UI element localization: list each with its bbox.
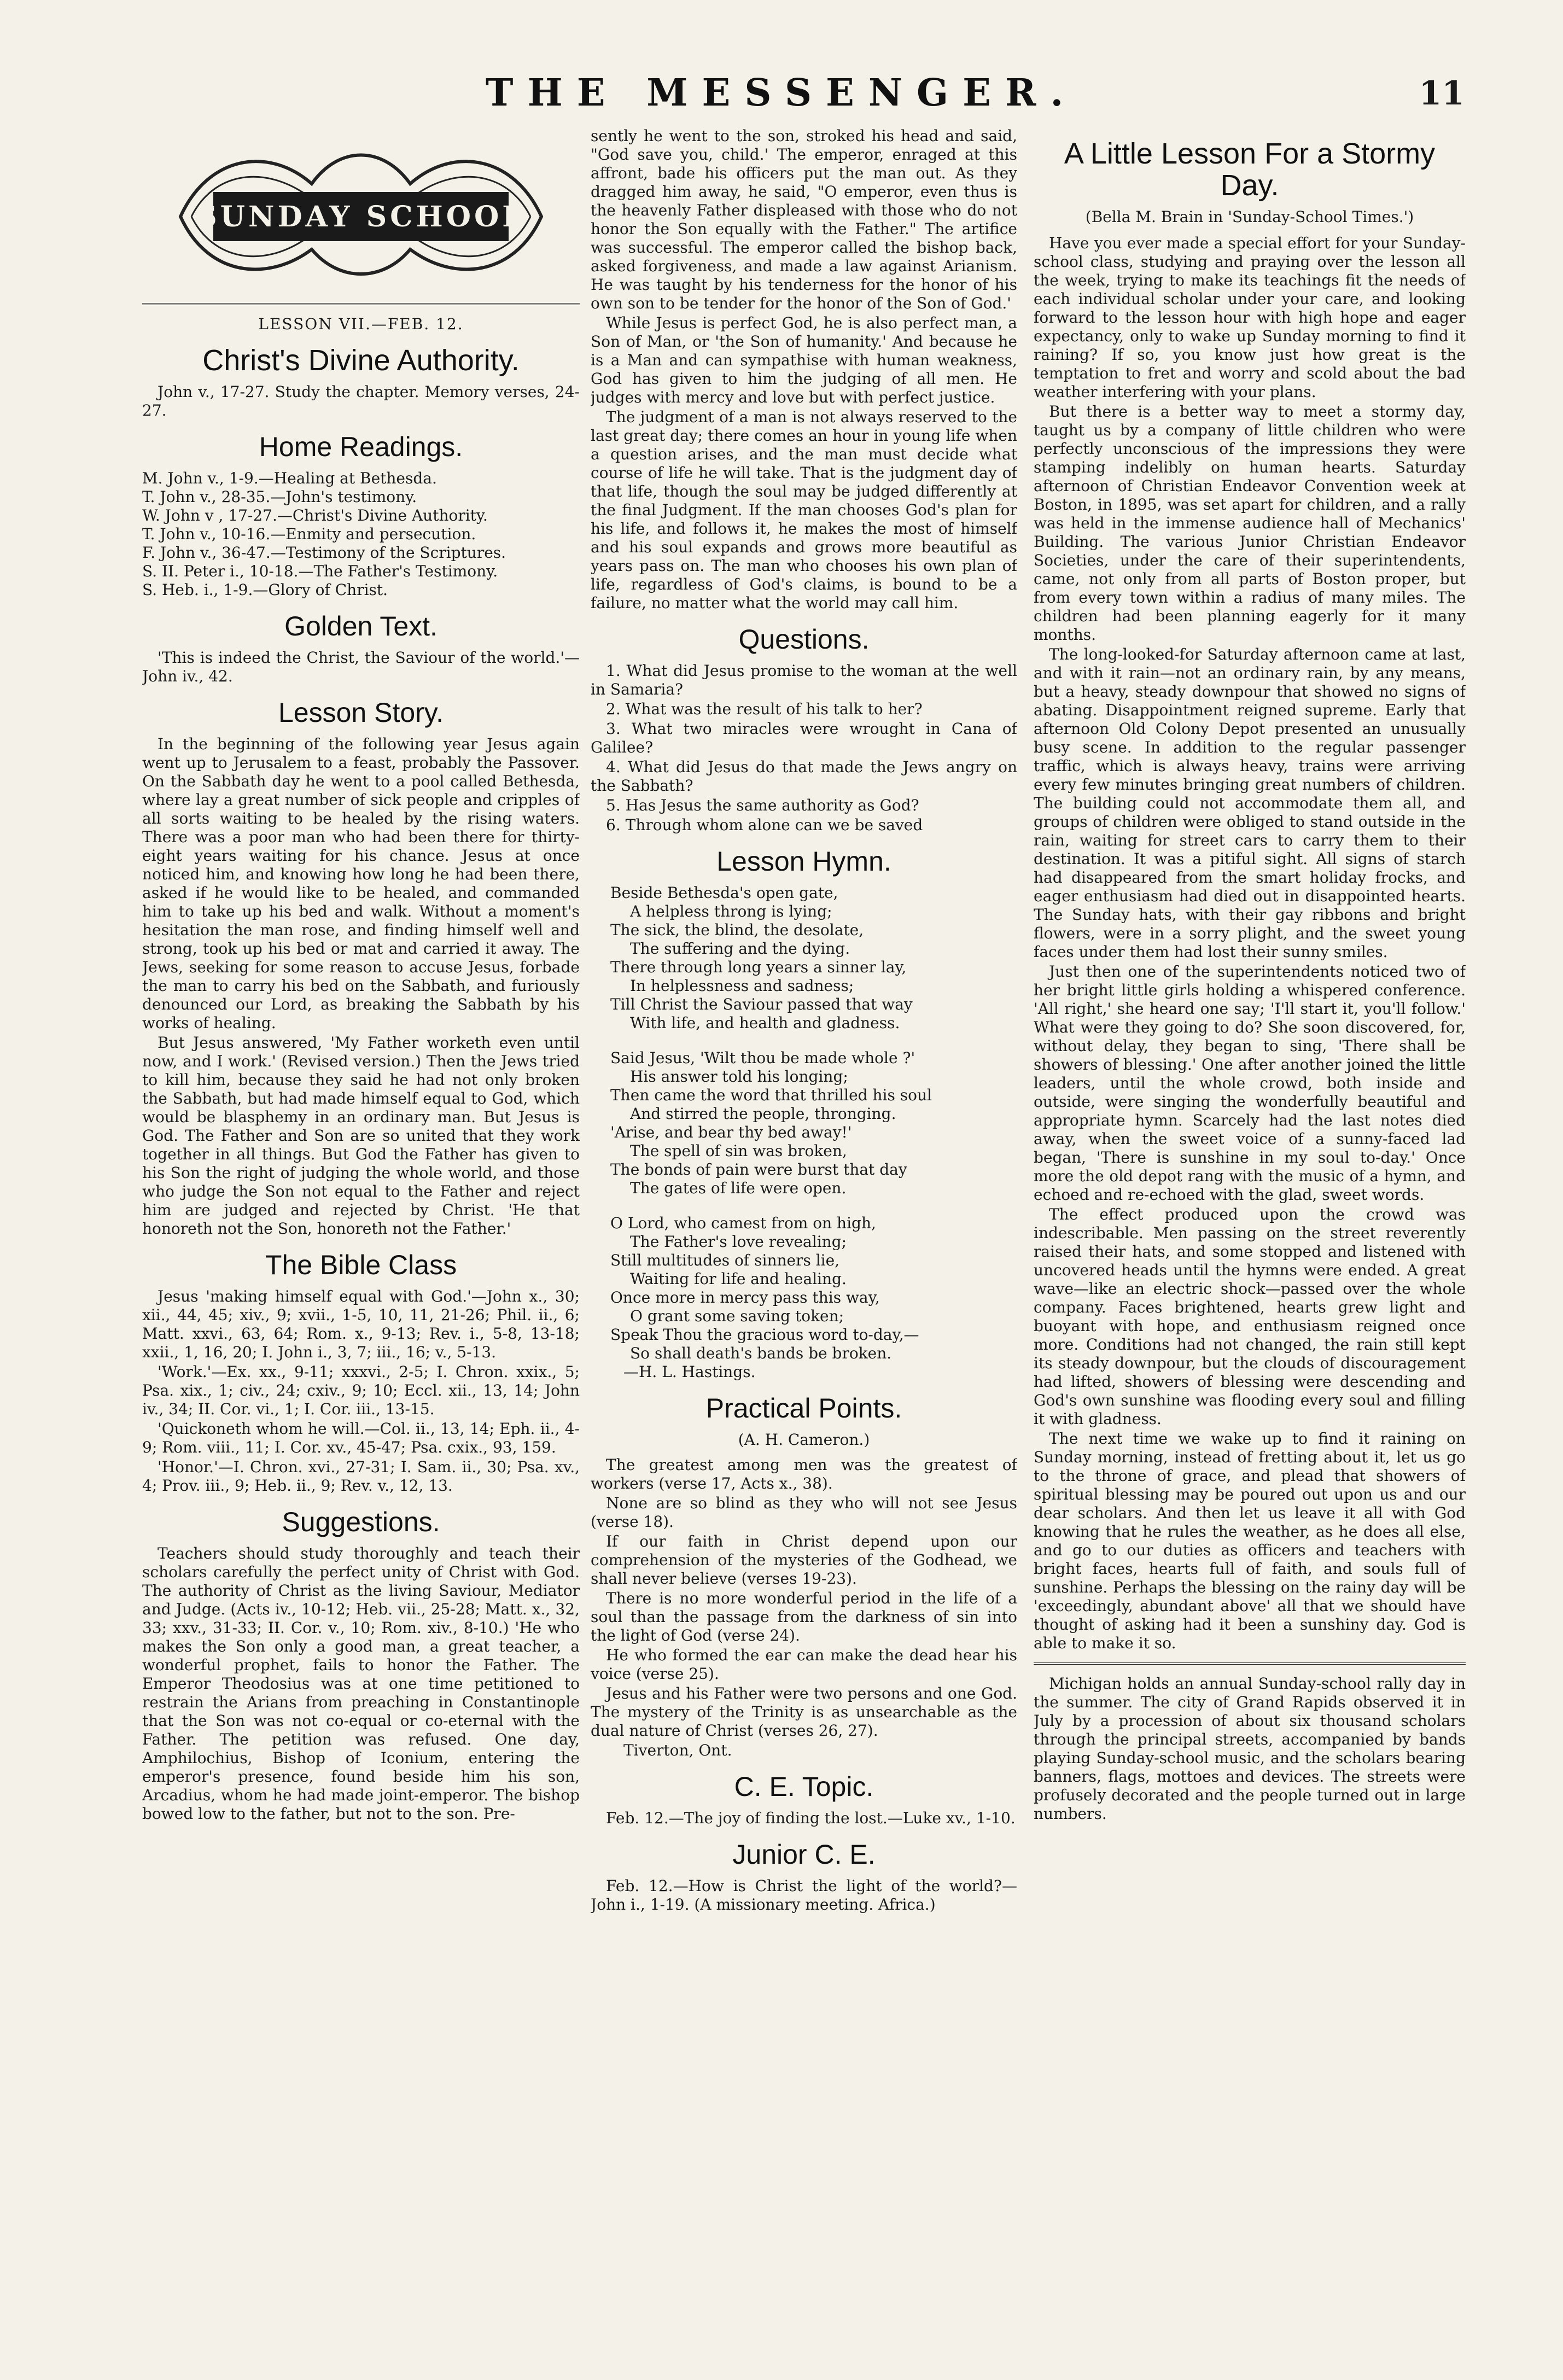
suggestions-paragraph: Teachers should study thoroughly and teach their scholars carefully the perfect unity of Christ with God. The authority of Christ as the living Saviour, Mediator and Judge. (Acts iv., 10-12; Heb. vii., 25-28; Matt. x., 32, 33; xxv., 31-33; II. Cor. v., 10; Rom. xiv., 8-10.) 'He who makes the Son only a good man, a great teacher, a wonderful prophet, fails to honor the Father. The Emperor Theodosius was at one time petitioned to restrain the Arians from preaching in Constantinople that the Son was not co-equal or co-eternal with the Father. The petition was refused. One day, Amphilochius, Bishop of Iconium, entering the emperor's presence, found beside him his son, Arcadius, whom he had made joint-emperor. The bishop bowed low to the father, but not to the son. Pre- <box>142 1544 580 1823</box>
question-item: 4. What did Jesus do that made the Jews angry on the Sabbath? <box>591 758 1017 795</box>
bible-class-heading: The Bible Class <box>265 1250 457 1280</box>
reading-item: T. John v., 28-35.—John's testimony. <box>142 488 417 506</box>
junior-ce-heading: Junior C. E. <box>732 1839 876 1870</box>
hymn-line: The suffering and the dying. <box>630 940 850 958</box>
lesson-story-heading: Lesson Story. <box>278 697 444 728</box>
question-item: 6. Through whom alone can we be saved <box>606 816 923 834</box>
practical-point: Jesus and his Father were two persons and one God. The mystery of the Trinity is as unsearchable as the dual nature of Christ (verses 26, 27). <box>591 1684 1017 1740</box>
hymn-line: 'Arise, and bear thy bed away!' <box>610 1123 852 1141</box>
hymn-line: There through long years a sinner lay, <box>610 958 907 976</box>
practical-point: There is no more wonderful period in the life of a soul than the passage from the darkness of sin into the light of God (verse 24). <box>591 1589 1017 1644</box>
hymn-line: O Lord, who camest from on high, <box>610 1214 876 1232</box>
article-paragraph: But there is a better way to meet a stormy day, taught us by a company of little children who were perfectly unconscious of the impressions they were stamping indelibly on human hearts. Saturday afternoon of Christian Endeavor Convention week at Boston, in 1895, was set apart for children, and a rally was held in the immense audience hall of Mechanics' Building. The various Junior Christian Endeavor Societies, under the care of their superintendents, came, not only from all parts of Boston proper, but from every town within a radius of many miles. The children had been planning eagerly for it many months. <box>1034 402 1466 644</box>
practical-points-heading: Practical Points. <box>705 1393 902 1424</box>
hymn-author: —H. L. Hastings. <box>623 1363 756 1381</box>
hymn-line: Still multitudes of sinners lie, <box>610 1251 840 1269</box>
hymn-line: The sick, the blind, the desolate, <box>610 921 864 939</box>
page-header <box>0 71 1563 131</box>
ce-topic-text: Feb. 12.—The joy of finding the lost.—Luke xv., 1-10. <box>606 1809 1016 1827</box>
suggestions-heading: Suggestions. <box>282 1507 440 1537</box>
article-title: A Little Lesson For a Stormy Day. <box>1064 137 1436 202</box>
logo-lettering: SUNDAY SCHOOL <box>196 200 526 234</box>
lesson-reference: John v., 17-27. Study the chapter. Memory verses, 24-27. <box>142 383 580 419</box>
question-item: 1. What did Jesus promise to the woman at the well in Samaria? <box>591 662 1017 698</box>
hymn-line: A helpless throng is lying; <box>630 902 832 920</box>
hymn-line: Once more in mercy pass this way, <box>610 1288 880 1306</box>
hymn-line: Said Jesus, 'Wilt thou be made whole ?' <box>610 1049 915 1067</box>
hymn-line: The gates of life were open. <box>630 1179 847 1197</box>
practical-point: The greatest among men was the greatest of workers (verse 17, Acts x., 38). <box>591 1456 1017 1492</box>
hymn-verses <box>591 884 1017 1363</box>
practical-point: None are so blind as they who will not see Jesus (verse 18). <box>591 1494 1017 1531</box>
home-readings-heading: Home Readings. <box>259 431 463 462</box>
sunday-school-logo-art <box>175 135 547 293</box>
hymn-line: In helplessness and sadness; <box>630 977 854 995</box>
story-paragraph: While Jesus is perfect God, he is also perfect man, a Son of Man, or 'the Son of humanity.' And because he is a Man and can sympathise with human weakness, God has given to him the judging of all men. He judges with mercy and love but with perfect justice. <box>591 314 1017 406</box>
hymn-line: Speak Thou the gracious word to-day,— <box>610 1326 919 1344</box>
question-item: 3. What two miracles were wrought in Cana of Galilee? <box>591 720 1017 756</box>
hymn-line: And stirred the people, thronging. <box>630 1105 896 1123</box>
hymn-line: Then came the word that thrilled his soul <box>610 1086 932 1104</box>
sunday-school-logo <box>175 135 547 293</box>
practical-points-place: Tiverton, Ont. <box>623 1741 732 1759</box>
bible-class-paragraph: 'Honor.'—I. Chron. xvi., 27-31; I. Sam. ii., 30; Psa. xv., 4; Prov. iii., 9; Heb. ii., 9; Rev. v., 12, 13. <box>142 1458 580 1495</box>
lesson-story-paragraph: But Jesus answered, 'My Father worketh even until now, and I work.' (Revised version.) Then the Jews tried to kill him, because they said he had not only broken the Sabbath, but had made himself equal to God, which would be blasphemy in an ordinary man. But Jesus is God. The Father and Son are so united that they work together in all things. But God the Father has given to his Son the right of judging the whole world, and those who judge the Son not equal to the Father and reject him are judged and rejected by Christ. 'He that honoreth not the Son, honoreth not the Father.' <box>142 1034 580 1238</box>
golden-text-heading: Golden Text. <box>284 611 438 641</box>
reading-item: F. John v., 36-47.—Testimony of the Scriptures. <box>142 544 506 562</box>
lesson-story-paragraph: In the beginning of the following year Jesus again went up to Jerusalem to a feast, probably the Passover. On the Sabbath day he went to a pool called Bethesda, where lay a great number of sick people and cripples of all sorts waiting to be healed by the rising waters. There was a poor man who had been there for thirty-eight years waiting for his chance. Jesus at once noticed him, and knowing how long he had been there, asked if he would like to be healed, and commanded him to take up his bed and walk. Without a moment's hesitation the man rose, and finding himself well and strong, took up his bed or mat and carried it away. The Jews, seeking for some reason to accuse Jesus, forbade the man to carry his bed on the Sabbath, and furiously denounced our Lord, as breaking the Sabbath by his works of healing. <box>142 735 580 1032</box>
lesson-number: LESSON VII.—FEB. 12. <box>258 315 464 333</box>
junior-ce-text: Feb. 12.—How is Christ the light of the world?—John i., 1-19. (A missionary meeting. Africa.) <box>591 1877 1017 1914</box>
question-item: 2. What was the result of his talk to her? <box>606 700 923 718</box>
page-number: 11 <box>1419 74 1465 113</box>
hymn-line: The spell of sin was broken, <box>630 1142 847 1160</box>
hymn-line: The Father's love revealing; <box>630 1233 847 1251</box>
masthead-title: THE MESSENGER. <box>485 71 1078 115</box>
practical-point: He who formed the ear can make the dead hear his voice (verse 25). <box>591 1646 1017 1683</box>
reading-item: M. John v., 1-9.—Healing at Bethesda. <box>142 469 437 487</box>
column-middle <box>591 127 1017 2342</box>
reading-item: W. John v , 17-27.—Christ's Divine Authority. <box>142 506 488 524</box>
news-paragraph: Michigan holds an annual Sunday-school rally day in the summer. The city of Grand Rapids observed it in July by a procession of about six thousand scholars through the principal streets, accompanied by bands playing Sunday-school music, and the scholars bearing banners, flags, mottoes and devices. The streets were profusely decorated and the people turned out in large numbers. <box>1034 1675 1466 1823</box>
hymn-line: O grant some saving token; <box>630 1307 844 1325</box>
hymn-line: Waiting for life and healing. <box>630 1270 847 1288</box>
hymn-line: Till Christ the Saviour passed that way <box>610 995 913 1013</box>
practical-points-author: (A. H. Cameron.) <box>738 1431 870 1449</box>
bible-class-paragraph: 'Quickoneth whom he will.—Col. ii., 13, 14; Eph. ii., 4-9; Rom. viii., 11; I. Cor. xv., 45-47; Psa. cxix., 93, 159. <box>142 1420 580 1456</box>
home-readings-list <box>142 469 580 599</box>
lesson-title: Christ's Divine Authority. <box>202 344 520 377</box>
lesson-hymn-heading: Lesson Hymn. <box>716 846 891 877</box>
continued-paragraph: sently he went to the son, stroked his head and said, "God save you, child.' The emperor, enraged at this affront, bade his officers put the man out. As they dragged him away, he said, "O emperor, even thus is the heavenly Father displeased with those who do not honor the Son equally with the Father." The artifice was successful. The emperor called the bishop back, asked forgiveness, and made a law against Arianism. He was taught by his tenderness for the honor of his own son to be tender for the honor of the Son of God.' <box>591 127 1017 312</box>
ce-topic-heading: C. E. Topic. <box>734 1771 874 1802</box>
article-paragraph: The long-looked-for Saturday afternoon came at last, and with it rain—not an ordinary rain, by any means, but a heavy, steady downpour that showed no signs of abating. Disappointment reigned supreme. Early that afternoon Old Colony Depot presented an unusually busy scene. In addition to the regular passenger traffic, which is always heavy, trains were arriving every few minutes bringing great numbers of children. The building could not accommodate them all, and groups of children were obliged to stand outside in the rain, waiting for street cars to carry them to their destination. It was a pitiful sight. All signs of starch had disappeared from the smart holiday frocks, and eager enthusiasm had died out in disappointed hearts. The Sunday hats, with their gay ribbons and bright flowers, were in a sorry plight, and the sweet young faces under them had lost their sunny smiles. <box>1034 645 1466 961</box>
article-credit: (Bella M. Brain in 'Sunday-School Times.') <box>1085 208 1414 226</box>
golden-text: 'This is indeed the Christ, the Saviour of the world.'—John iv., 42. <box>142 649 580 685</box>
column-left <box>142 127 580 2342</box>
article-divider <box>1034 1662 1466 1665</box>
bible-class-paragraph: 'Work.'—Ex. xx., 9-11; xxxvi., 2-5; I. Chron. xxix., 5; Psa. xix., 1; civ., 24; cxiv., 9; 10; Eccl. xii., 13, 14; John iv., 34; II. Cor. vi., 1; I. Cor. iii., 13-15. <box>142 1363 580 1418</box>
reading-item: S. II. Peter i., 10-18.—The Father's Testimony. <box>142 562 498 580</box>
questions-heading: Questions. <box>738 624 870 655</box>
hymn-line: So shall death's bands be broken. <box>630 1344 892 1362</box>
hymn-line: With life, and health and gladness. <box>630 1014 900 1032</box>
questions-list <box>591 662 1017 835</box>
article-paragraph: Just then one of the superintendents noticed two of her bright little girls holding a whispered conference. 'All right,' she heard one say; 'I'll start it, you'll follow.' What were they going to do? She soon discovered, for, without delay, they began to sing, 'There shall be showers of blessing.' One after another joined the little leaders, until the whole crowd, both inside and outside, were singing the wonderfully beautiful and appropriate hymn. Scarcely had the last notes died away, when the sweet voice of a sunny-faced lad began, 'There is sunshine in my soul to-day.' Once more the old depot rang with the music of a hymn, and echoed and re-echoed with the glad, sweet words. <box>1034 962 1466 1204</box>
hymn-line: His answer told his longing; <box>630 1068 848 1086</box>
article-paragraph: The next time we wake up to find it raining on Sunday morning, instead of fretting about it, let us go to the throne of grace, and plead that showers of spiritual blessing may be poured out upon us and our dear scholars. And then let us leave it all with God knowing that he rules the weather, as he does all else, and go to our duties as officers and teachers with bright faces, hearts full of faith, and souls full of sunshine. Perhaps the blessing on the rainy day will be 'exceedingly, abundant above' all that we should have thought of asking had it been a sunshiny day. God is able to make it so. <box>1034 1430 1466 1652</box>
question-item: 5. Has Jesus the same authority as God? <box>606 796 919 814</box>
column-right <box>1034 127 1466 2342</box>
hymn-line: Beside Bethesda's open gate, <box>610 884 838 902</box>
section-rule <box>142 303 580 305</box>
practical-point: If our faith in Christ depend upon our comprehension of the mysteries of the Godhead, we shall never believe (verses 19-23). <box>591 1532 1017 1588</box>
bible-class-paragraph: Jesus 'making himself equal with God.'—John x., 30; xii., 44, 45; xiv., 9; xvii., 1-5, 10, 11, 21-26; Phil. ii., 6; Matt. xxvi., 63, 64; Rom. x., 9-13; Rev. i., 5-8, 13-18; xxii., 1, 16, 20; I. John i., 3, 7; iii., 16; v., 5-13. <box>142 1287 580 1361</box>
article-paragraph: Have you ever made a special effort for your Sunday-school class, studying and praying over the lesson all the week, trying to make its teachings fit the needs of each individual scholar under your care, and looking forward to the lesson hour with high hope and eager expectancy, only to wake up Sunday morning to find it raining? If so, you know just how great is the temptation to fret and worry and scold about the bad weather interfering with your plans. <box>1034 234 1466 401</box>
reading-item: T. John v., 10-16.—Enmity and persecution. <box>142 525 476 543</box>
reading-item: S. Heb. i., 1-9.—Glory of Christ. <box>142 581 388 599</box>
article-paragraph: The effect produced upon the crowd was indescribable. Men passing on the street reverently raised their hats, and some stopped and listened with uncovered heads until the hymns were ended. A great wave—like an electric shock—passed over the whole company. Faces brightened, hearts grew light and buoyant with hope, and enthusiasm reigned once more. Conditions had not changed, the rain still kept its steady downpour, but the clouds of discouragement had lifted, showers of blessing were descending and God's own sunshine was flooding every soul and filling it with gladness. <box>1034 1205 1466 1428</box>
story-paragraph: The judgment of a man is not always reserved to the last great day; there comes an hour in young life when a question arises, and the man must decide what course of life he will take. That is the judgment day of that life, though the soul may be judged differently at the final Judgment. If the man chooses God's plan for his life, and follows it, he makes the most of himself and his soul expands and grows more beautiful as years pass on. The man who chooses his own plan of life, regardless of God's claims, is bound to be a failure, no matter what the world may call him. <box>591 408 1017 612</box>
hymn-line: The bonds of pain were burst that day <box>610 1160 907 1179</box>
